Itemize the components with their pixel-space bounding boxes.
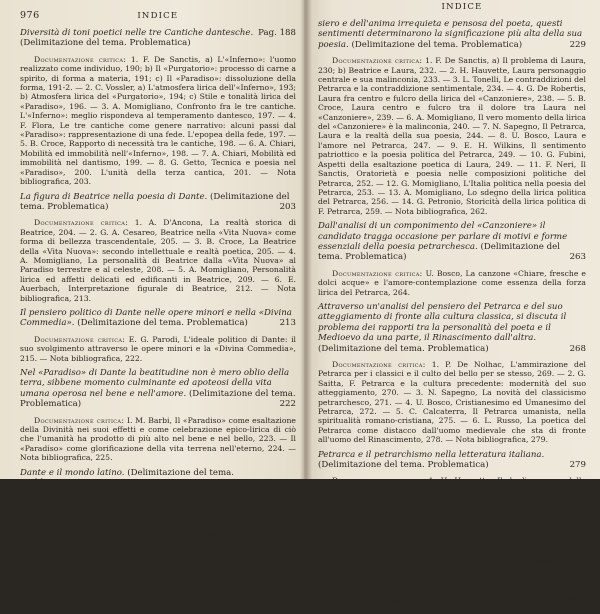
toc-entry [318, 19, 586, 216]
entry-title-continued: siero e dell'anima irrequieta e pensosa del poeta, questi sentimenti determinarono la significazione più alta della sua poesia. [318, 19, 583, 50]
toc-entry [20, 518, 296, 549]
toc-entry [318, 510, 586, 614]
critical-documentation [20, 218, 296, 303]
entry-note: (Delimitazione del tema. Problematica) [20, 38, 191, 49]
toc-entry [20, 368, 296, 463]
page-ref: 222 [279, 399, 296, 410]
doc-text: 1. P. De Nolhac, L'ammirazione del Petrarca per i classici e il culto del bello per se stesso, 269. — 2. G. Saitta, F. Petrarca e la cultura precedente: modernità del suo atteggiamento, 270. — 3. N. Sapegno, La novità del classicismo petrarchesco, 271. — 4. U. Bosco, Cristianesimo ed Umanesimo del Petrarca, 272. — 5. C. Calcaterra, Il Petrarca umanista, nella spiritualità romano-cristiana, 275. — 6. L. Russo, La poetica del Petrarca come distacco dall'uomo medievale che sta di fronte all'uomo del Rinascimento, 278. — Nota bibliografica, 279. [318, 360, 586, 445]
right-page [304, 0, 600, 614]
doc-label: Documentazione critica: [34, 334, 126, 344]
entry-note: (Delimitazione del tema. Problematica) [20, 467, 234, 489]
toc-entry [20, 308, 296, 363]
page-ref: 279 [569, 460, 586, 471]
left-running-title: INDICE [137, 11, 179, 21]
critical-documentation [318, 476, 586, 504]
toc-entry [20, 28, 296, 187]
doc-label: Documentazione critica: [34, 218, 129, 228]
entry-note: (Delimitazione del tema. Problematica) [318, 241, 560, 263]
entry-note: (Delimitazione del tema. Problematica) [77, 318, 248, 329]
critical-documentation [318, 557, 586, 613]
doc-text: G. Funaioli, Dante e il mondo latino, 226. — Nota bibliografica, 228. [20, 494, 296, 513]
toc-entry [318, 302, 586, 445]
page-ref: 225 [279, 478, 296, 489]
entry-note: (Delimitazione del tema. Problematica) [20, 191, 290, 212]
entry-note: (Delimitazione del tema. Problematica) [318, 343, 489, 354]
toc-entry [318, 221, 586, 297]
doc-label: Documentazione critica: [34, 54, 127, 64]
critical-documentation [318, 56, 586, 216]
page-ref: 263 [569, 252, 586, 263]
page-ref: 213 [279, 318, 296, 329]
doc-text: 1. H. Hauvette, Il duplice senso della parola 'petrarchismo', 279. — 2. C. Calcaterra, Aspetti del petrarchismo nella storia letteraria, 280. — Nota bibliografica, 283. [318, 476, 586, 505]
doc-text: I. M. Barbi, Il «Paradiso» come esaltazione della Divinità nei suoi effetti e come celebrazione epico-lirica di ciò che l'umanità ha prodotto di più alto nel bene e nel bello, 223. — Il «Paradiso» come glorificazione della vita terrena nell'eterno, 224. — Nota bibliografica, 225. [20, 415, 296, 463]
entry-title: Attraverso un'analisi del pensiero del Petrarca e del suo atteggiamento di fronte alla cultura classica, si discuta il problema dei rapporti tra la personalità del poeta e il Medioevo da una parte, il Rinascimento dall'altra. [318, 301, 567, 344]
page-prefix: Pag. [258, 28, 277, 38]
doc-text: E. G. Parodi, L'ideale politico di Dante: il suo svolgimento attraverso le opere minori e la «Divina Commedia», 215. — Nota bibliografica, 222. [20, 334, 296, 363]
critical-documentation [20, 494, 296, 513]
right-running-head [318, 0, 586, 15]
doc-label: Documentazione critica: [34, 494, 125, 504]
critical-documentation [20, 55, 296, 187]
entry-title: Due grandi e fervidi amori infiammarono e profondamente commossero l'anima del Petrarca: l'amore per Laura e quello per l'Italia. Dimostrate come nella storia interiore del per- [20, 518, 287, 550]
book-gutter-shadow [300, 0, 312, 479]
doc-label: Documentazione critica: [332, 360, 426, 369]
doc-label: Documentazione critica: [332, 476, 425, 486]
doc-label: Documentazione critica: [34, 415, 125, 425]
doc-text: 1. F. De Sanctis, a) L'«Inferno»: l'uomo realizzato come individuo, 190; b) Il «Purgatorio»: processo di carne a spirito, di forma a materia, 191; c) Il «Paradiso»: dissoluzione della forma, 191-2. — 2. C. Vossler, a) L'atmosfera lirica dell'«Inferno», 193; b) Atmosfera lirica del «Purgatorio», 194; c) Stile e tonalità lirica del «Paradiso», 196. — 3. A. Momigliano, Confronto fra le tre cantiche. L'«Inferno»: meglio rispondeva al temperamento dantesco, 197. — 4. F. Flora, Le tre cantiche come genere narrativo: alcuni passi dal «Paradiso»: rappresentazione di una fede. L'epopea della fede, 197. — 5. B. Croce, Rapporto di necessità tra le cantiche, 198. — 6. A. Chiari, Mobilità ed immobilità nell'«Inferno», 198. — 7. A. Chiari, Mobilità ed immobilità nel dantismo, 199. — 8. G. Getto, Tecnica e poesia nel «Paradiso», 200. L'unità della terza cantica, 201. — Nota bibliografica, 203. [20, 54, 296, 187]
doc-text: 1. A. D'Ancona, La realtà storica di Beatrice, 204. — 2. G. A. Cesareo, Beatrice nella «Vita Nuova» come forma di bellezza trascendentale, 205. — 3. B. Croce, La Beatrice della «Vita Nuova»: secondo intellettuale e realtà poetica, 205. — 4. A. Momigliano, La personalità di Beatrice dalla «Vita Nuova» al Paradiso terrestre e al celeste, 208. — 5. A. Momigliano, Personalità lirica ed affetti delicati ed edificanti in Beatrice, 209. — 6. E. Auerbach, Interpretazione figurale di Beatrice, 212. — Nota bibliografica, 213. [20, 218, 296, 303]
doc-label: Documentazione critica: [332, 557, 427, 567]
left-running-head [20, 10, 296, 23]
entry-title: Il pensiero politico di Dante nelle opere minori e nella «Divina Commedia». [20, 307, 292, 329]
doc-text: 1. F. De Sanctis, Il Boccaccio: la «Commedia terrestre», 285. — 2. U. Bosco, La Rinascimento «Il Decameron», 292. — 3. V. Branca, Boccaccio tra Medioevo e Rinascimento, 293. — 4. G. Petronio, Il Boccaccio nel Quattrocento, 294. — 5. S. Battaglia, Boccaccio e il suo realismo, 295. — Nota bibliografica, 297. [318, 557, 586, 614]
doc-text: 1. F. De Sanctis, a) Il problema di Laura, 230; b) Beatrice e Laura, 232. — 2. H. Hauvette, Laura personaggio centrale e sua malinconia, 233. — 3. L. Tonelli, Le contraddizioni del Petrarca e la contraddizione sentimentale, 234. — 4. G. De Robertis, Laura fra centro e fulcro della lirica del «Canzoniere», 238. — 5. B. Croce, Laura centro e fulcro tra il dolore tra Laura nel «Canzoniere», 239. — 6. A. Momigliano, Il vero momento della lirica del «Canzoniere» è la malinconia, 240. — 7. N. Sapegno, Il Petrarca, Laura e la realtà della sua poesia, 244. — 8. U. Bosco, Laura e l'amore nel Petrarca, 247. — 9. E. H. Wilkins, Il sentimento patriottico e la poesia politica del Petrarca, 249. — 10. G. Fubini, Aspetti della esaltazione poetica di Laura, 249. — 11. F. Neri, Il Sanctis, Oratorietà e poesia nelle composizioni politiche del Petrarca, 252. — 12. G. Momigliano, L'Italia politica nella poesia del Petrarca, 253. — 13. A. Momigliano, Lo sdegno della lirica politica del Petrarca, 256. — 14. G. Petronio, Storicità della lirica politica di F. Petrarca, 259. — Nota bibliografica, 262. [318, 56, 587, 216]
page-ref: 188 [279, 28, 296, 38]
toc-entry [20, 192, 296, 303]
doc-label: Documentazione critica: [332, 56, 423, 66]
entry-note: (Delimitazione del tema. Problematica) [351, 39, 523, 50]
page-ref: 268 [569, 343, 586, 354]
entry-note: (Delimitazione del tema. Problematica) [20, 388, 296, 410]
entry-title: Dante e il mondo latino. [20, 467, 125, 478]
doc-label: Documentazione critica: [332, 268, 423, 278]
critical-documentation [20, 335, 296, 363]
critical-documentation [20, 416, 296, 463]
toc-entry [20, 468, 296, 514]
entry-title: Dall'analisi di un componimento del «Canzoniere» il candidato tragga occasione per parlare di motivi e forme essenziali della poesia petrarchesca. [318, 221, 568, 252]
page-ref: 229 [569, 39, 586, 50]
left-page [0, 0, 304, 550]
entry-title: Petrarca e il petrarchismo nella letteratura italiana. [318, 449, 545, 460]
doc-text: U. Bosco, La canzone «Chiare, fresche e dolci acque» e l'amore-contemplazione come essenza della forza lirica del Petrarca, 264. [318, 268, 586, 297]
entry-title: Esame critico del nobile giudizio desanctisiano: «Dante chiude un mondo e il Petrarca ne apre uno nuovo; il Boccaccio ne apre un altro». [318, 509, 560, 541]
entry-title: Diversità di toni poetici nelle tre Cantiche dantesche. [20, 28, 254, 38]
right-running-title: INDICE [441, 2, 483, 12]
page-ref: 203 [279, 201, 296, 212]
page-ref: 284 [569, 540, 586, 551]
toc-entry [318, 450, 586, 505]
entry-title: La figura di Beatrice nella poesia di Dante. [20, 191, 208, 202]
critical-documentation [318, 269, 586, 297]
critical-documentation [318, 360, 586, 445]
entry-note: (Delimitazione del tema. Problematica) [318, 460, 489, 471]
left-page-number: 976 [20, 10, 40, 21]
entry-note: (Delimitazione del tema. Problematica) [318, 530, 553, 551]
entry-title: Nel «Paradiso» di Dante la beatitudine non è mero oblio della terra, sibbene momento culminante ed apoteosi della vita umana operosa nel bene e nell'amore. [20, 368, 290, 399]
